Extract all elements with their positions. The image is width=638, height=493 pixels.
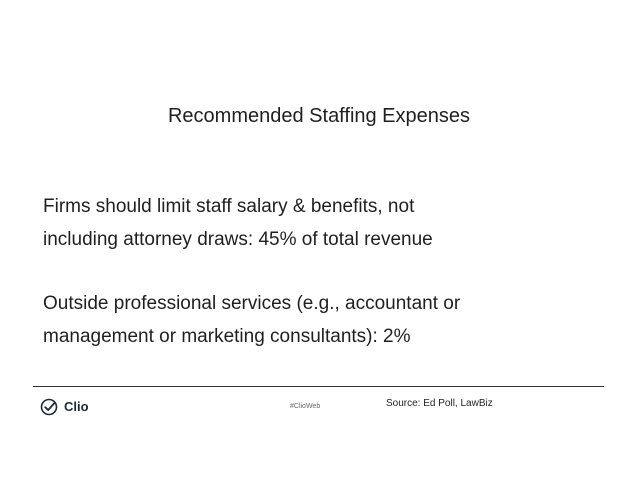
paragraph-line: including attorney draws: 45% of total revenue: [43, 229, 433, 250]
paragraph-line: Firms should limit staff salary & benefits, not: [43, 196, 415, 217]
outside-services-paragraph: [43, 287, 603, 353]
slide-title: Recommended Staffing Expenses: [167, 105, 471, 127]
footer-hashtag: #ClioWeb: [290, 403, 321, 410]
footer-source: Source: Ed Poll, LawBiz: [386, 398, 493, 409]
clio-checkmark-icon: [40, 398, 58, 416]
staff-salary-paragraph: [43, 190, 603, 256]
paragraph-line: Outside professional services (e.g., accountant or: [43, 293, 461, 314]
paragraph-line: management or marketing consultants): 2%: [43, 326, 411, 347]
logo-wordmark: Clio: [64, 399, 89, 414]
clio-logo: [40, 396, 89, 418]
footer-divider: [33, 386, 604, 387]
